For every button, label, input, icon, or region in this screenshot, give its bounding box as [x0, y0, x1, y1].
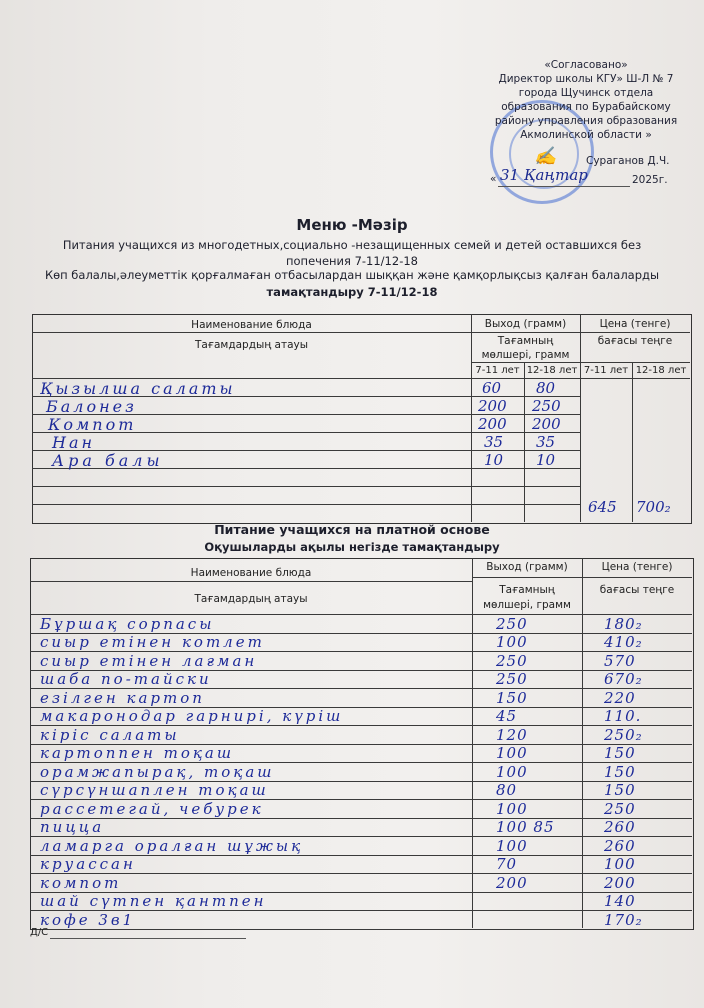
- approval-line: Директор школы КГУ» Ш-Л № 7: [498, 73, 674, 85]
- t1-price-7-11: 645: [588, 498, 617, 516]
- t2-dish: макаронодар гарнирі, күріш: [40, 707, 344, 725]
- t1-col-yield-kz-1: Тағамның: [497, 335, 554, 347]
- t2-price: 260: [604, 818, 636, 836]
- t2-row-line: [30, 818, 692, 819]
- t2-grams: 100: [496, 836, 528, 855]
- t2-col-yield-kz-1: Тағамның: [499, 584, 555, 596]
- t1-age-12-18: 12-18 лет: [526, 365, 578, 376]
- t1-g-7-11: 200: [478, 397, 507, 415]
- t1-dish: Қызылша салаты: [40, 379, 236, 398]
- t2-grams: 100: [496, 799, 528, 818]
- t2-dish: езілген картоп: [40, 688, 205, 707]
- t2-dish: компот: [40, 873, 122, 892]
- t1-g-7-11: 10: [484, 451, 504, 469]
- t2-dish: рассетегай, чебурек: [40, 799, 264, 818]
- t1-dish: Балонез: [46, 397, 137, 416]
- approval-line: города Щучинск отдела: [518, 87, 654, 99]
- subtitle-ru-2: попечения 7-11/12-18: [286, 254, 418, 268]
- t2-grams: 100: [496, 633, 528, 651]
- approval-line: Акмолинской области »: [520, 129, 652, 141]
- subtitle-kz: Көп балалы,әлеуметтік қорғалмаған отбасылардан шыққан және қамқорлықсыз қалған балаларды: [44, 268, 660, 282]
- t2-col-name-ru: Наименование блюда: [190, 567, 312, 579]
- t2-grams: 100 85: [496, 818, 555, 836]
- page-title: Меню -Мәзір: [296, 216, 408, 234]
- t1-price-age-12-18: 12-18 лет: [635, 365, 687, 376]
- t2-grams: 45: [496, 707, 518, 725]
- table2-divider: [30, 581, 472, 582]
- t2-dish: картоппен тоқаш: [40, 744, 235, 762]
- table1-divider: [32, 504, 580, 505]
- t2-dish: кіріс салаты: [40, 725, 180, 744]
- t1-g-7-11: 200: [478, 415, 507, 433]
- t2-grams: 100: [496, 762, 528, 781]
- t1-dish: Нан: [52, 433, 96, 452]
- approval-block: [486, 58, 686, 142]
- t2-grams: 250: [496, 614, 528, 633]
- t2-grams: 150: [496, 688, 528, 707]
- approval-year: 2025г.: [632, 174, 668, 186]
- t1-col-yield-kz-2: мөлшері, грамм: [481, 349, 570, 361]
- t1-g-7-11: 35: [484, 433, 504, 451]
- t1-price-age-7-11: 7-11 лет: [583, 365, 629, 376]
- t1-col-name-kz: Тағамдардың атауы: [194, 339, 309, 351]
- table1-divider: [32, 332, 690, 333]
- t2-col-name-kz: Тағамдардың атауы: [194, 593, 308, 605]
- t1-g-12-18: 10: [536, 451, 556, 469]
- t2-price: 250₂: [604, 725, 643, 744]
- t2-col-yield-ru: Выход (грамм): [486, 561, 568, 573]
- t1-col-yield-ru: Выход (грамм): [484, 318, 567, 330]
- t1-g-12-18: 80: [536, 379, 556, 397]
- t2-price: 150: [604, 744, 636, 762]
- director-signature-icon: ✍: [534, 146, 557, 167]
- t1-g-7-11: 60: [482, 379, 502, 397]
- t1-dish: Компот: [48, 415, 137, 434]
- t2-price: 200: [604, 873, 636, 892]
- t2-price: 110.: [604, 707, 642, 725]
- t2-dish: шаба по-тайски: [40, 670, 212, 688]
- approval-signer: Сураганов Д.Ч.: [586, 155, 670, 167]
- t2-dish: сиыр етінен лағман: [40, 651, 258, 670]
- approval-line: району управления образования: [494, 115, 678, 127]
- t2-grams: 120: [496, 725, 528, 744]
- t2-price: 670₂: [604, 670, 643, 688]
- t2-price: 170₂: [604, 910, 643, 929]
- t2-dish: орамжапырақ, тоқаш: [40, 762, 275, 781]
- date-underline: [498, 186, 630, 187]
- t2-row-line: [30, 929, 692, 930]
- t2-grams: 250: [496, 651, 528, 670]
- t1-col-name-ru: Наименование блюда: [191, 319, 312, 331]
- approval-line: образования по Бурабайскому: [501, 101, 671, 113]
- t1-price-12-18: 700₂: [636, 498, 671, 516]
- t1-g-12-18: 250: [532, 397, 561, 415]
- t2-dish: шай сүтпен қантпен: [40, 892, 267, 910]
- t2-dish: ламарга оралған шұжық: [40, 836, 304, 855]
- t2-dish: сиыр етінен котлет: [40, 633, 265, 651]
- t2-price: 150: [604, 781, 636, 799]
- t2-grams: 250: [496, 670, 528, 688]
- t2-dish: круассан: [40, 855, 136, 873]
- t2-dish: Бұршақ сорпасы: [40, 614, 215, 633]
- approval-date-prefix: «: [490, 173, 497, 185]
- table1-divider: [32, 486, 580, 487]
- table1-divider: [524, 362, 525, 522]
- t2-price: 570: [604, 651, 636, 670]
- t1-col-price-kz: бағасы теңге: [597, 335, 673, 347]
- paid-section-title-kz: Оқушыларды ақылы негізде тамақтандыру: [204, 540, 500, 554]
- footer-signature-line: [50, 938, 246, 939]
- t2-price: 140: [604, 892, 636, 910]
- subtitle-kz-2: тамақтандыру 7-11/12-18: [266, 285, 438, 299]
- t2-col-price-kz: бағасы теңге: [599, 584, 675, 596]
- t2-grams: 80: [496, 781, 518, 799]
- t2-grams: 100: [496, 744, 528, 762]
- approval-date-handwritten: 31 Қаңтар: [500, 166, 588, 184]
- table1-divider: [471, 362, 690, 363]
- t2-dish: кофе 3в1: [40, 910, 136, 929]
- t1-g-12-18: 35: [536, 433, 556, 451]
- t1-age-7-11: 7-11 лет: [475, 365, 520, 376]
- t2-dish: сүрсүншаплен тоқаш: [40, 781, 269, 799]
- t2-col-yield-kz-2: мөлшері, грамм: [483, 599, 571, 611]
- t2-price: 260: [604, 836, 636, 855]
- t2-col-price-ru: Цена (тенге): [601, 561, 673, 573]
- table1-divider: [632, 362, 633, 522]
- footer-label: Д/С: [30, 927, 49, 938]
- t1-dish: Ара балы: [52, 451, 164, 470]
- table2-divider: [472, 577, 692, 578]
- t2-price: 250: [604, 799, 636, 818]
- t2-price: 220: [604, 688, 636, 707]
- t2-price: 180₂: [604, 614, 643, 633]
- paid-section-title-ru: Питание учащихся на платной основе: [214, 522, 490, 537]
- t2-price: 100: [604, 855, 636, 873]
- t1-col-price-ru: Цена (тенге): [599, 318, 671, 330]
- subtitle-ru: Питания учащихся из многодетных,социально -незащищенных семей и детей оставшихся без: [62, 238, 642, 252]
- t2-grams: 200: [496, 873, 528, 892]
- t2-dish: пицца: [40, 818, 105, 836]
- t1-g-12-18: 200: [532, 415, 561, 433]
- t2-grams: 70: [496, 855, 518, 873]
- t2-row-line: [30, 873, 692, 874]
- t2-price: 410₂: [604, 633, 643, 651]
- approval-line: «Согласовано»: [544, 59, 628, 71]
- t2-price: 150: [604, 762, 636, 781]
